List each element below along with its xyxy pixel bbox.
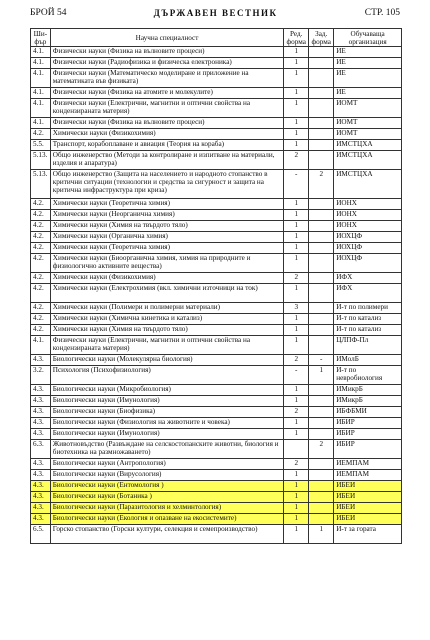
cell-distance-form [309, 221, 334, 232]
cell-code: 4.1. [31, 58, 51, 69]
table-row [31, 459, 402, 470]
cell-organization: ИОМТ [334, 118, 402, 129]
table-row [31, 284, 402, 303]
cell-distance-form [309, 303, 334, 314]
table-row [31, 47, 402, 58]
cell-regular-form: 1 [284, 69, 309, 88]
cell-organization: ИБЕИ [334, 514, 402, 525]
cell-organization: ИЕ [334, 47, 402, 58]
cell-distance-form [309, 199, 334, 210]
cell-code: 5.5. [31, 140, 51, 151]
cell-organization: ИОНХ [334, 221, 402, 232]
cell-code: 4.1. [31, 88, 51, 99]
table-row [31, 221, 402, 232]
cell-code: 4.2. [31, 273, 51, 284]
cell-distance-form [309, 325, 334, 336]
cell-organization: ИБФБМИ [334, 407, 402, 418]
cell-regular-form: 2 [284, 273, 309, 284]
page-header [30, 8, 400, 22]
cell-specialty: Биологически науки (Молекулярна биология) [50, 355, 283, 366]
cell-specialty: Психология (Психофизиология) [50, 366, 283, 385]
cell-organization: ИМикрБ [334, 396, 402, 407]
cell-code: 4.3. [31, 396, 51, 407]
cell-code: 4.3. [31, 418, 51, 429]
cell-organization: ИБИР [334, 429, 402, 440]
cell-distance-form [309, 140, 334, 151]
cell-specialty: Химически науки (Електрохимия (вкл. химични източници на ток) [50, 284, 283, 303]
cell-distance-form [309, 429, 334, 440]
cell-distance-form [309, 385, 334, 396]
cell-specialty: Биологически науки (Имунология) [50, 396, 283, 407]
cell-organization: ИОМТ [334, 99, 402, 118]
cell-regular-form: 1 [284, 99, 309, 118]
cell-regular-form: 2 [284, 151, 309, 170]
table-row [31, 503, 402, 514]
table-row [31, 355, 402, 366]
cell-specialty: Биологически науки (Микробиология) [50, 385, 283, 396]
table-row [31, 88, 402, 99]
cell-organization: ЦЛПФ-Пл [334, 336, 402, 355]
cell-regular-form: 1 [284, 385, 309, 396]
table-row [31, 232, 402, 243]
cell-organization: ИБИР [334, 440, 402, 459]
cell-regular-form: 1 [284, 199, 309, 210]
table-row [31, 514, 402, 525]
table-row [31, 129, 402, 140]
cell-distance-form [309, 407, 334, 418]
cell-code: 4.3. [31, 407, 51, 418]
table-row [31, 525, 402, 544]
cell-organization: ИЕМПАМ [334, 470, 402, 481]
cell-organization: ИМСТЦХА [334, 151, 402, 170]
cell-distance-form [309, 396, 334, 407]
cell-distance-form [309, 418, 334, 429]
cell-regular-form: 1 [284, 336, 309, 355]
cell-specialty: Химически науки (Теоретична химия) [50, 199, 283, 210]
cell-organization: ИБЕИ [334, 481, 402, 492]
cell-specialty: Общо инженерство (Защита на населението и народното стопанство в критични ситуации (технологии и средства за сигурност и защита на критична инфраструктура при криза) [50, 170, 283, 199]
cell-regular-form: 1 [284, 243, 309, 254]
cell-regular-form: 3 [284, 303, 309, 314]
cell-distance-form: 1 [309, 525, 334, 544]
cell-distance-form [309, 47, 334, 58]
cell-distance-form [309, 273, 334, 284]
cell-regular-form: 1 [284, 418, 309, 429]
cell-regular-form: 2 [284, 407, 309, 418]
cell-regular-form: 1 [284, 221, 309, 232]
cell-regular-form: 1 [284, 429, 309, 440]
cell-organization: ИОХЦФ [334, 254, 402, 273]
cell-specialty: Биологически науки (Биофизика) [50, 407, 283, 418]
table-row [31, 325, 402, 336]
cell-distance-form [309, 118, 334, 129]
cell-regular-form: 1 [284, 314, 309, 325]
cell-distance-form: - [309, 355, 334, 366]
cell-code: 5.13. [31, 151, 51, 170]
cell-specialty: Общо инженерство (Методи за контролиране и изпитване на материали, изделия и апаратура) [50, 151, 283, 170]
cell-specialty: Физически науки (Физика на атомите и молекулите) [50, 88, 283, 99]
cell-regular-form: 1 [284, 470, 309, 481]
cell-specialty: Биологически науки (Ботаника ) [50, 492, 283, 503]
cell-organization: ИОХЦФ [334, 232, 402, 243]
table-body [31, 47, 402, 544]
cell-specialty: Химически науки (Неорганична химия) [50, 210, 283, 221]
cell-specialty: Физически науки (Радиофизика и физическа електроника) [50, 58, 283, 69]
table-row [31, 385, 402, 396]
cell-specialty: Биологически науки (Антропология) [50, 459, 283, 470]
table-row [31, 481, 402, 492]
table-row [31, 58, 402, 69]
cell-code: 4.3. [31, 429, 51, 440]
cell-code: 6.3. [31, 440, 51, 459]
table-row [31, 492, 402, 503]
cell-distance-form [309, 503, 334, 514]
cell-distance-form [309, 210, 334, 221]
cell-specialty: Химически науки (Теоретична химия) [50, 243, 283, 254]
cell-specialty: Биологически науки (Ентомология ) [50, 481, 283, 492]
cell-regular-form: 1 [284, 503, 309, 514]
cell-distance-form [309, 99, 334, 118]
page-number: СТР. 105 [364, 8, 400, 18]
table-row [31, 118, 402, 129]
table-row [31, 99, 402, 118]
cell-code: 4.3. [31, 514, 51, 525]
cell-organization: ИМСТЦХА [334, 140, 402, 151]
cell-organization: И-т за гората [334, 525, 402, 544]
cell-code: 4.2. [31, 243, 51, 254]
table-row [31, 243, 402, 254]
column-header-distance: Зад. форма [309, 29, 334, 47]
cell-regular-form: 1 [284, 254, 309, 273]
table-row [31, 69, 402, 88]
cell-organization: ИОНХ [334, 199, 402, 210]
cell-specialty: Биологически науки (Паразитология и хелминтология) [50, 503, 283, 514]
cell-organization: ИБЕИ [334, 492, 402, 503]
cell-code: 4.3. [31, 481, 51, 492]
cell-code: 4.2. [31, 284, 51, 303]
cell-regular-form: 2 [284, 459, 309, 470]
cell-code: 4.2. [31, 232, 51, 243]
table-row [31, 151, 402, 170]
cell-code: 4.2. [31, 129, 51, 140]
cell-specialty: Биологически науки (Екология и опазване на екосистемите) [50, 514, 283, 525]
cell-code: 4.3. [31, 385, 51, 396]
cell-regular-form: 1 [284, 525, 309, 544]
cell-organization: ИОХЦФ [334, 243, 402, 254]
cell-regular-form: 1 [284, 514, 309, 525]
column-header-organization: Обучаваща организация [334, 29, 402, 47]
cell-specialty: Физически науки (Математическо моделиране и приложение на математиката във физиката) [50, 69, 283, 88]
cell-distance-form [309, 88, 334, 99]
cell-specialty: Химически науки (Биоорганична химия, химия на природните и физиологично активните вещества) [50, 254, 283, 273]
cell-code: 4.2. [31, 314, 51, 325]
cell-code: 4.3. [31, 459, 51, 470]
cell-distance-form [309, 129, 334, 140]
table-row [31, 314, 402, 325]
cell-code: 4.2. [31, 303, 51, 314]
cell-code: 5.13. [31, 170, 51, 199]
cell-regular-form: - [284, 170, 309, 199]
cell-organization: ИЕ [334, 58, 402, 69]
cell-regular-form: 1 [284, 284, 309, 303]
cell-code: 4.2. [31, 325, 51, 336]
cell-regular-form: 1 [284, 118, 309, 129]
cell-distance-form: 1 [309, 366, 334, 385]
cell-specialty: Физически науки (Електрични, магнитни и оптични свойства на кондензираната материя) [50, 336, 283, 355]
cell-regular-form: 1 [284, 88, 309, 99]
table-row [31, 470, 402, 481]
cell-distance-form: 2 [309, 170, 334, 199]
cell-organization: И-т по невробиология [334, 366, 402, 385]
cell-specialty: Горско стопанство (Горски култури, селекция и семепроизводство) [50, 525, 283, 544]
cell-distance-form [309, 151, 334, 170]
cell-code: 4.3. [31, 470, 51, 481]
cell-code: 4.3. [31, 503, 51, 514]
issue-number: БРОЙ 54 [30, 8, 67, 18]
cell-specialty: Животновъдство (Развъждане на селскостопанските животни, биология и биотехника на размножаването) [50, 440, 283, 459]
cell-regular-form: 2 [284, 355, 309, 366]
cell-organization: ИОМТ [334, 129, 402, 140]
cell-regular-form: 1 [284, 210, 309, 221]
cell-distance-form [309, 314, 334, 325]
cell-regular-form: 1 [284, 140, 309, 151]
cell-organization: ИБЕИ [334, 503, 402, 514]
cell-code: 4.3. [31, 492, 51, 503]
table-row [31, 140, 402, 151]
cell-regular-form: 1 [284, 325, 309, 336]
cell-distance-form [309, 481, 334, 492]
cell-specialty: Физически науки (Физика на вълновите процеси) [50, 118, 283, 129]
cell-regular-form: 1 [284, 47, 309, 58]
cell-distance-form [309, 232, 334, 243]
cell-organization: ИОНХ [334, 210, 402, 221]
table-row [31, 407, 402, 418]
table-row [31, 440, 402, 459]
cell-specialty: Химически науки (Химия на твърдото тяло) [50, 221, 283, 232]
cell-specialty: Химически науки (Полимери и полимерни материали) [50, 303, 283, 314]
cell-specialty: Биологически науки (Вирусология) [50, 470, 283, 481]
cell-code: 3.2. [31, 366, 51, 385]
cell-regular-form: 1 [284, 232, 309, 243]
cell-regular-form: 1 [284, 58, 309, 69]
cell-code: 4.1. [31, 118, 51, 129]
table-row [31, 418, 402, 429]
cell-code: 4.1. [31, 47, 51, 58]
cell-distance-form [309, 492, 334, 503]
cell-distance-form [309, 284, 334, 303]
column-header-regular: Ред. форма [284, 29, 309, 47]
table-row [31, 303, 402, 314]
cell-regular-form: 1 [284, 396, 309, 407]
cell-specialty: Химически науки (Физикохимия) [50, 273, 283, 284]
cell-organization: ИЕ [334, 69, 402, 88]
cell-specialty: Биологически науки (Физиология на животните и човека) [50, 418, 283, 429]
cell-code: 4.3. [31, 355, 51, 366]
cell-code: 4.2. [31, 221, 51, 232]
cell-code: 4.2. [31, 254, 51, 273]
cell-organization: ИЕ [334, 88, 402, 99]
cell-distance-form [309, 243, 334, 254]
cell-organization: И-т по полимери [334, 303, 402, 314]
cell-regular-form: - [284, 366, 309, 385]
cell-code: 4.2. [31, 199, 51, 210]
cell-code: 4.2. [31, 210, 51, 221]
cell-distance-form: 2 [309, 440, 334, 459]
cell-code: 4.1. [31, 336, 51, 355]
cell-code: 6.5. [31, 525, 51, 544]
cell-specialty: Биологически науки (Имунология) [50, 429, 283, 440]
cell-organization: И-т по катализ [334, 314, 402, 325]
cell-organization: ИБИР [334, 418, 402, 429]
column-header-specialty: Научна специалност [50, 29, 283, 47]
cell-code: 4.1. [31, 99, 51, 118]
table-row [31, 366, 402, 385]
cell-organization: ИФХ [334, 273, 402, 284]
table-row [31, 429, 402, 440]
cell-regular-form: 1 [284, 129, 309, 140]
cell-organization: ИМСТЦХА [334, 170, 402, 199]
cell-organization: И-т по катализ [334, 325, 402, 336]
table-row [31, 254, 402, 273]
cell-distance-form [309, 58, 334, 69]
publication-title: ДЪРЖАВЕН ВЕСТНИК [153, 8, 278, 18]
cell-regular-form: 1 [284, 481, 309, 492]
cell-organization: ИФХ [334, 284, 402, 303]
table-row [31, 273, 402, 284]
specialties-table [30, 28, 402, 544]
cell-distance-form [309, 459, 334, 470]
cell-distance-form [309, 470, 334, 481]
cell-distance-form [309, 514, 334, 525]
cell-distance-form [309, 254, 334, 273]
table-row [31, 170, 402, 199]
cell-distance-form [309, 69, 334, 88]
table-row [31, 210, 402, 221]
cell-specialty: Химически науки (Химия на твърдото тяло) [50, 325, 283, 336]
table-row [31, 336, 402, 355]
cell-specialty: Физически науки (Електрични, магнитни и оптични свойства на кондензираната материя) [50, 99, 283, 118]
cell-specialty: Транспорт, корабоплаване и авиация (Теория на кораба) [50, 140, 283, 151]
table-row [31, 199, 402, 210]
column-header-code: Ши-фър [31, 29, 51, 47]
cell-regular-form: 1 [284, 492, 309, 503]
cell-specialty: Химически науки (Физикохимия) [50, 129, 283, 140]
cell-distance-form [309, 336, 334, 355]
cell-specialty: Химически науки (Химична кинетика и катализ) [50, 314, 283, 325]
cell-organization: ИМолБ [334, 355, 402, 366]
cell-organization: ИЕМПАМ [334, 459, 402, 470]
cell-code: 4.1. [31, 69, 51, 88]
cell-specialty: Химически науки (Органична химия) [50, 232, 283, 243]
cell-organization: ИМикрБ [334, 385, 402, 396]
cell-regular-form [284, 440, 309, 459]
table-row [31, 396, 402, 407]
cell-specialty: Физически науки (Физика на вълновите процеси) [50, 47, 283, 58]
